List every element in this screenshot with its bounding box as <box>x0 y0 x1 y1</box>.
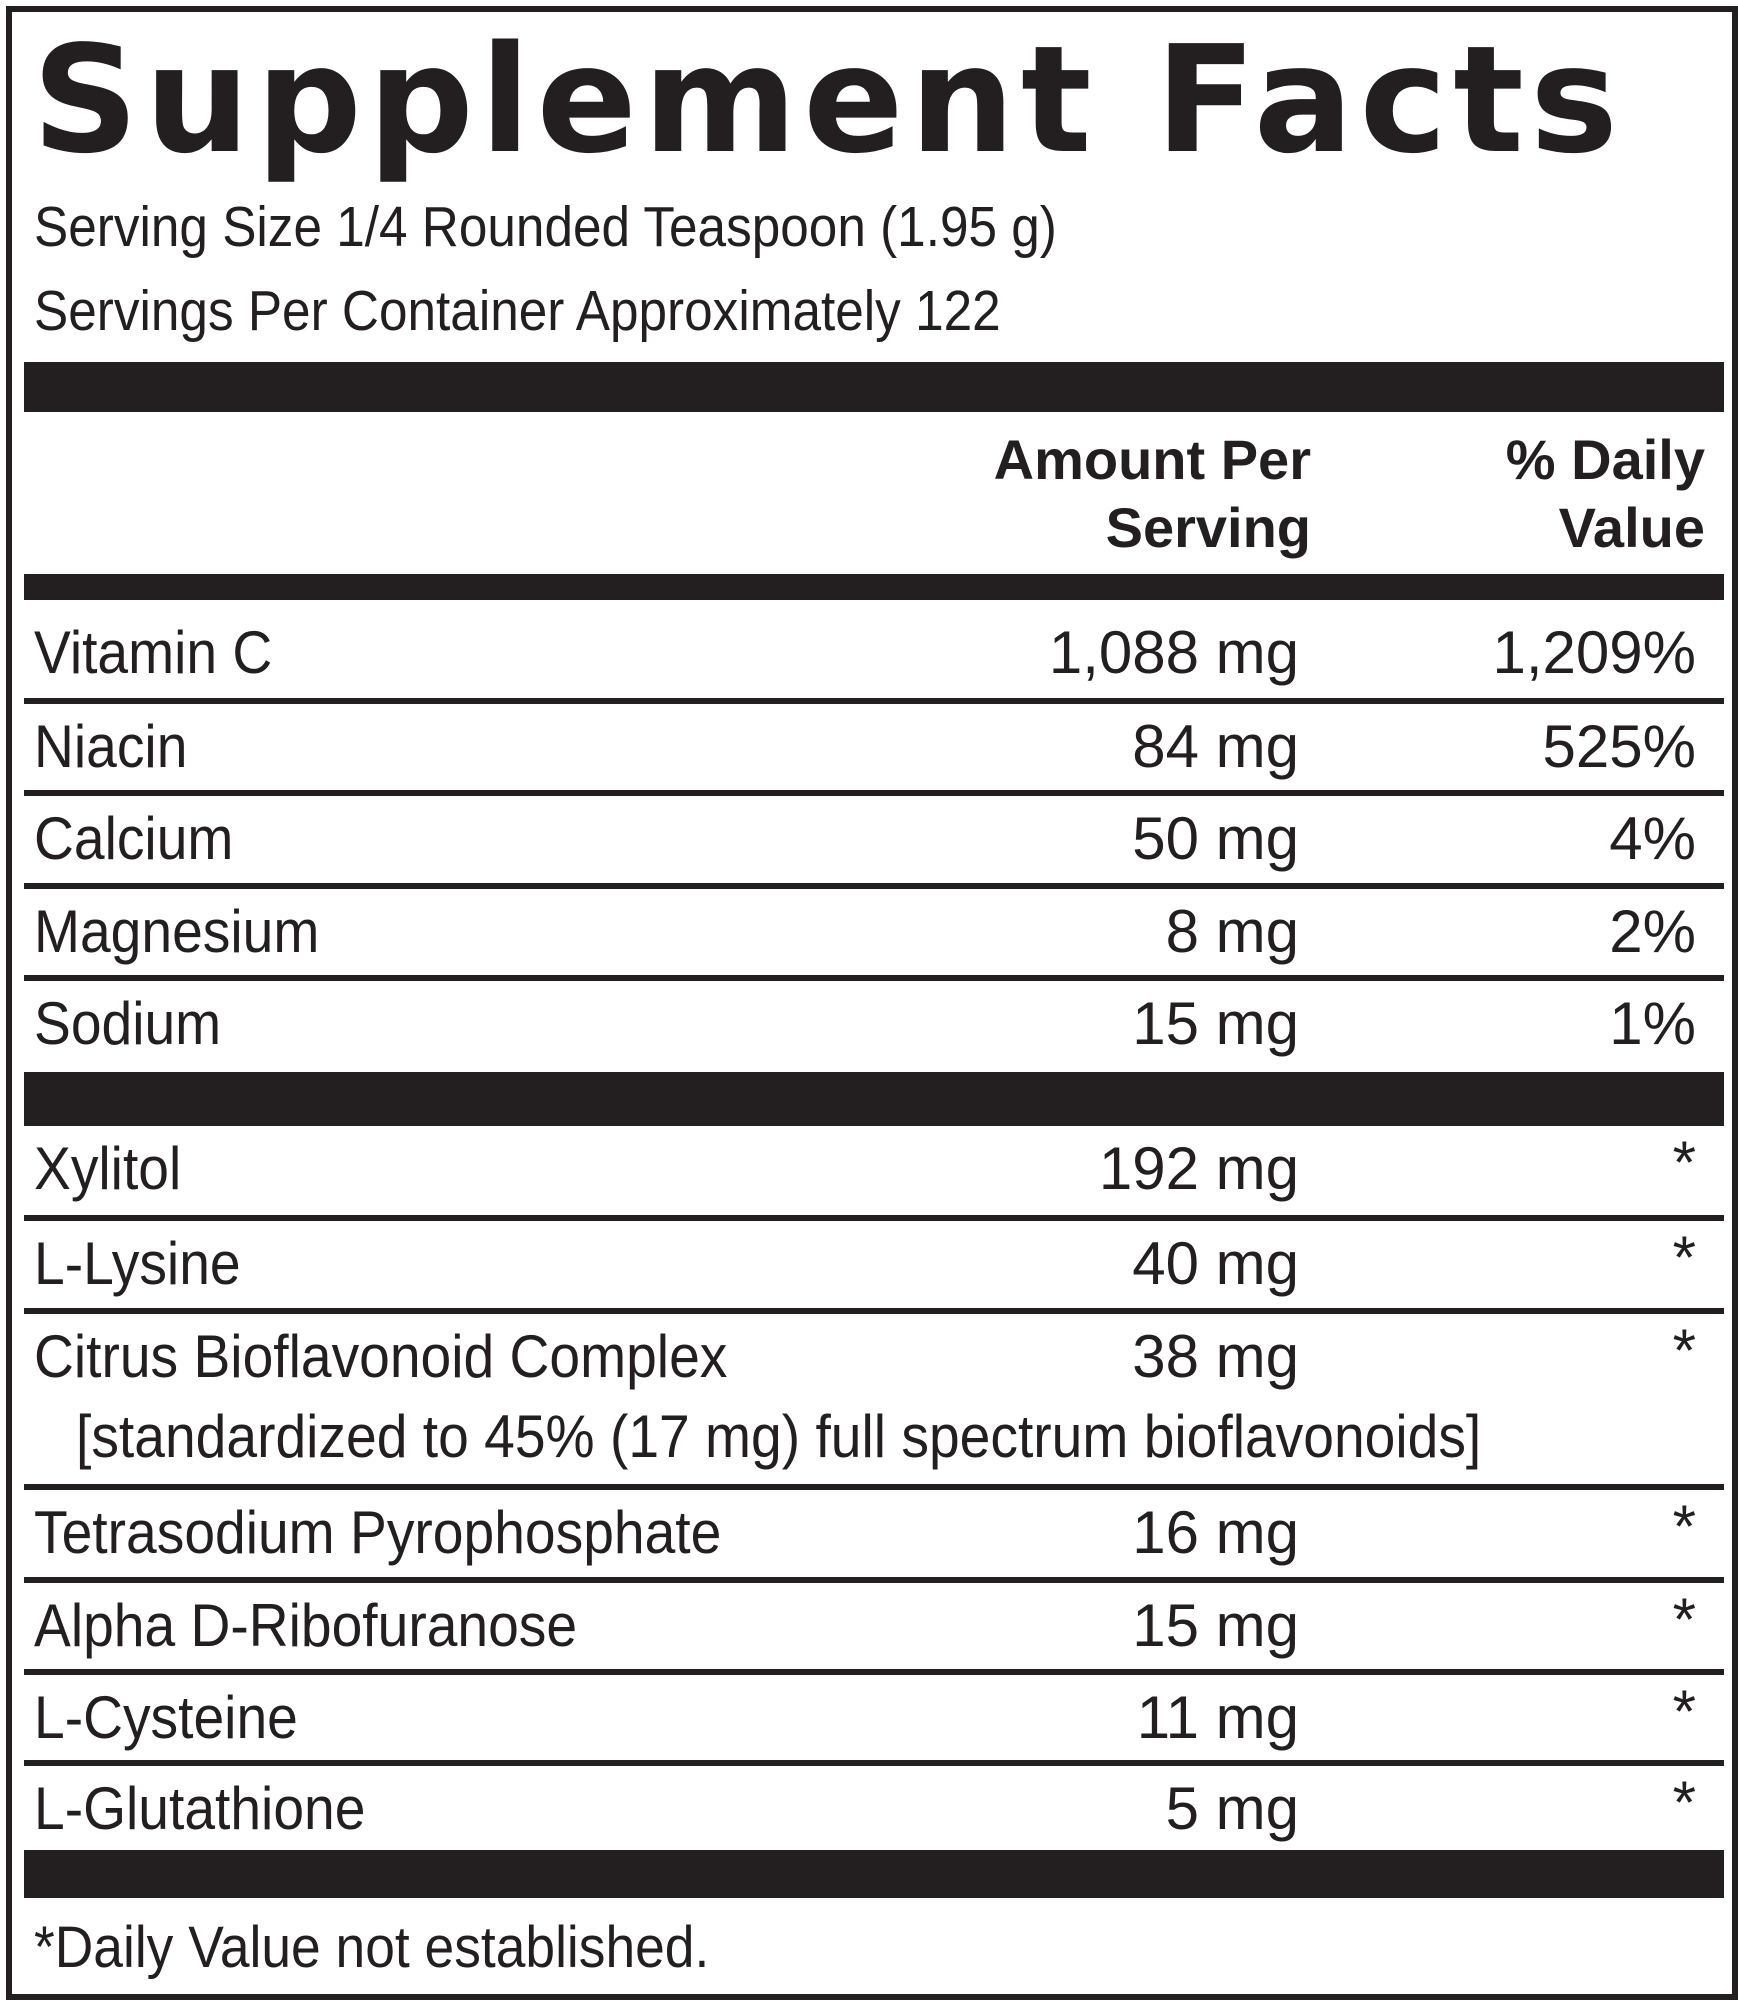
ingredient-name: Citrus Bioflavonoid Complex <box>34 1323 728 1390</box>
table-row <box>24 610 1724 696</box>
ingredient-amount: 5 mg <box>1165 1775 1299 1842</box>
ingredient-name: Alpha D-Ribofuranose <box>34 1592 578 1659</box>
ingredient-daily-value: * <box>1672 1769 1696 1836</box>
ingredient-name: L-Glutathione <box>34 1775 366 1842</box>
nutrient-daily-value: 2% <box>1609 898 1696 965</box>
table-row <box>24 704 1724 790</box>
nutrient-daily-value: 4% <box>1609 805 1696 872</box>
nutrient-amount: 8 mg <box>1165 898 1299 965</box>
ingredient-name: Tetrasodium Pyrophosphate <box>34 1499 722 1566</box>
servings-per-container: Servings Per Container Approximately 122 <box>34 279 1001 343</box>
page-title: Supplement Facts <box>32 14 1625 186</box>
nutrient-amount: 15 mg <box>1132 990 1299 1057</box>
ingredient-daily-value: * <box>1672 1493 1696 1560</box>
thick-divider <box>24 362 1724 412</box>
ingredient-name: L-Lysine <box>34 1230 241 1297</box>
footnote: *Daily Value not established. <box>34 1915 710 1980</box>
header-divider <box>24 574 1724 600</box>
ingredient-daily-value: * <box>1672 1586 1696 1653</box>
nutrient-name: Calcium <box>34 805 234 872</box>
ingredient-amount: 192 mg <box>1098 1135 1299 1202</box>
table-row <box>24 1583 1724 1669</box>
table-row <box>24 1221 1724 1307</box>
table-row <box>24 981 1724 1067</box>
table-row <box>24 796 1724 882</box>
thick-divider <box>24 1850 1724 1898</box>
nutrient-amount: 84 mg <box>1132 713 1299 780</box>
nutrient-name: Magnesium <box>34 898 320 965</box>
ingredient-daily-value: * <box>1672 1129 1696 1196</box>
table-row <box>24 1766 1724 1852</box>
ingredient-daily-value: * <box>1672 1224 1696 1291</box>
ingredient-daily-value: * <box>1672 1678 1696 1745</box>
ingredient-amount: 16 mg <box>1132 1499 1299 1566</box>
ingredient-amount: 40 mg <box>1132 1230 1299 1297</box>
table-row <box>24 1314 1724 1484</box>
ingredient-name: Xylitol <box>34 1135 182 1202</box>
nutrient-name: Vitamin C <box>34 619 273 686</box>
nutrient-amount: 50 mg <box>1132 805 1299 872</box>
ingredient-name: L-Cysteine <box>34 1684 298 1751</box>
serving-size: Serving Size 1/4 Rounded Teaspoon (1.95 g) <box>34 195 1057 259</box>
ingredient-amount: 15 mg <box>1132 1592 1299 1659</box>
amount-per-serving-header: Amount Per Serving <box>993 428 1311 559</box>
ingredient-amount: 38 mg <box>1132 1323 1299 1390</box>
ingredient-amount: 11 mg <box>1136 1684 1299 1751</box>
daily-value-header: % Daily Value <box>1505 428 1705 559</box>
nutrient-name: Niacin <box>34 713 188 780</box>
nutrient-daily-value: 525% <box>1542 713 1696 780</box>
ingredient-note: [standardized to 45% (17 mg) full spectrum bioflavonoids] <box>76 1403 1482 1470</box>
table-row <box>24 1126 1724 1212</box>
table-row <box>24 1675 1724 1761</box>
nutrient-daily-value: 1% <box>1609 990 1696 1057</box>
table-row <box>24 889 1724 975</box>
nutrient-daily-value: 1,209% <box>1492 619 1696 686</box>
table-row <box>24 1490 1724 1576</box>
thick-divider <box>24 1072 1724 1126</box>
nutrient-name: Sodium <box>34 990 222 1057</box>
ingredient-daily-value: * <box>1672 1317 1696 1384</box>
nutrient-amount: 1,088 mg <box>1048 619 1299 686</box>
supplement-facts-panel <box>6 6 1738 2000</box>
